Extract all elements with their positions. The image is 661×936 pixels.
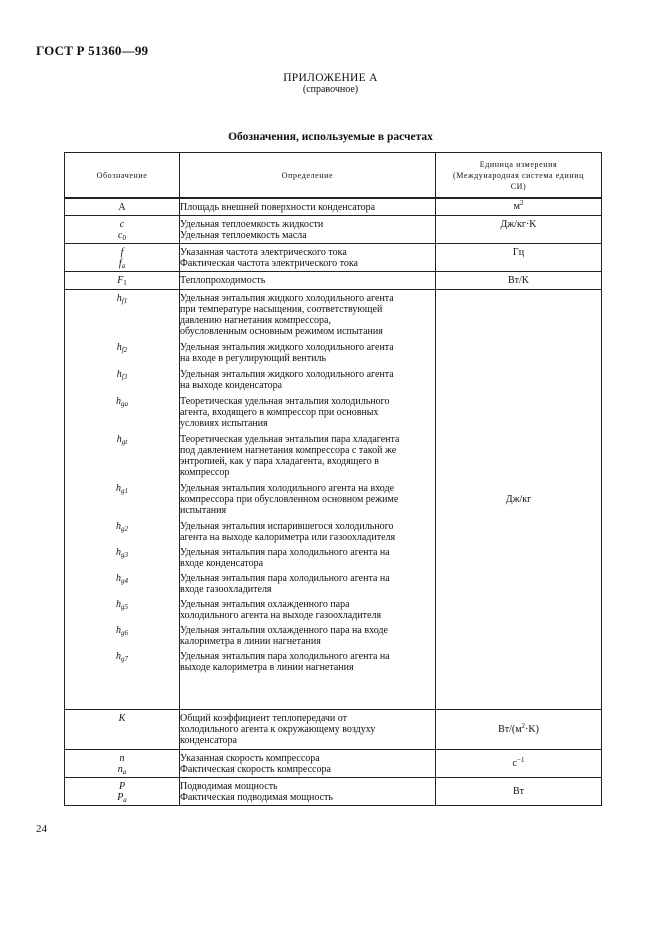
symbol-na: $n_a$ <box>117 763 127 776</box>
table-row <box>65 215 602 243</box>
symbol-p: P <box>118 780 126 792</box>
symbol-f: f <box>120 246 124 258</box>
symbols-table <box>64 152 602 806</box>
definition-block <box>180 625 435 647</box>
definition: компрессор <box>180 466 230 478</box>
symbol-hg7: $h_{g7}$ <box>116 650 128 663</box>
symbol-hf3: $h_{f3}$ <box>116 368 128 381</box>
table-row <box>65 243 602 271</box>
column-header-unit: Единица измерения (Международная система единиц СИ) <box>436 153 602 199</box>
table-title: Обозначения, используемые в расчетах <box>228 131 433 143</box>
definition: компрессора при обусловленном основном режиме <box>180 493 399 505</box>
symbol-hg5: $h_{g5}$ <box>116 598 128 611</box>
definition: Теоретическая удельная энтальпия холодильного <box>180 395 390 407</box>
definition: входе конденсатора <box>180 557 264 569</box>
definition: условиях испытания <box>180 417 268 429</box>
unit-power: Вт <box>512 785 525 797</box>
definition: энтропией, как у пара хладагента, входящего в <box>180 455 379 467</box>
definition-block <box>180 293 435 337</box>
table-row <box>65 709 602 749</box>
annex-subtitle: (справочное) <box>302 84 359 95</box>
symbol-pa: $P_a$ <box>117 791 127 804</box>
symbol-c0: $c_0$ <box>118 229 126 242</box>
definition: Указанная частота электрического тока <box>180 246 347 258</box>
column-header-symbol: Обозначение <box>65 153 180 199</box>
definition: Фактическая частота электрического тока <box>180 257 358 269</box>
definition-block <box>180 434 435 478</box>
definition: Удельная энтальпия пара холодильного агента на <box>180 546 390 558</box>
symbol-f1: $F_1$ <box>117 274 127 287</box>
definition: Теоретическая удельная энтальпия пара хладагента <box>180 433 400 445</box>
definition: Удельная энтальпия жидкого холодильного агента <box>180 292 394 304</box>
table-row <box>65 289 602 709</box>
table-row <box>65 749 602 777</box>
page-number: 24 <box>36 823 47 835</box>
definition: Площадь внешней поверхности конденсатора <box>180 202 376 213</box>
definition: Удельная энтальпия охлажденного пара <box>180 598 350 610</box>
definition: калориметра в линии нагнетания <box>180 635 321 647</box>
symbol-hg4: $h_{g4}$ <box>116 572 128 585</box>
symbol-n: n <box>119 752 125 764</box>
definition: под давлением нагнетания компрессора с такой же <box>180 444 397 456</box>
definition: Удельная энтальпия жидкого холодильного агента <box>180 368 394 380</box>
unit-enthalpy: Дж/кг <box>505 493 532 505</box>
definition: испытания <box>180 504 227 516</box>
unit-speed: $с^{-1}$ <box>512 755 525 769</box>
table-header-row <box>65 153 602 199</box>
symbol-hgt: $h_{gt}$ <box>116 433 128 446</box>
definition: холодильного агента на выходе газоохладителя <box>180 609 382 621</box>
table-row <box>65 198 602 215</box>
definition: Общий коэффициент теплопередачи от <box>180 712 348 724</box>
definition: холодильного агента к окружающему воздуху <box>180 723 376 735</box>
definition: Удельная энтальпия пара холодильного агента на <box>180 650 390 662</box>
symbol-c: c <box>119 218 125 230</box>
symbol-hg2: $h_{g2}$ <box>116 520 128 533</box>
definition-block <box>180 342 435 364</box>
definition: Теплопроходимость <box>180 274 266 286</box>
definition-block <box>180 369 435 391</box>
table-row <box>65 271 602 289</box>
definition: конденсатора <box>180 734 237 746</box>
definition-block <box>180 573 435 595</box>
definition-block <box>180 651 435 673</box>
symbol-hg1: $h_{g1}$ <box>116 482 128 495</box>
definition: Удельная энтальпия холодильного агента на входе <box>180 482 395 494</box>
symbol-k: K <box>118 712 126 724</box>
symbol-hg6: $h_{g6}$ <box>116 624 128 637</box>
definition-block <box>180 547 435 569</box>
definition-block <box>180 483 435 516</box>
definition: выходе калориметра в линии нагнетания <box>180 661 354 673</box>
definition: давлению нагнетания компрессора, <box>180 314 331 326</box>
definition: Удельная энтальпия испарившегося холодильного <box>180 520 394 532</box>
definition: входе газоохладителя <box>180 583 272 595</box>
symbol-hga: $h_{ga}$ <box>116 395 128 408</box>
definition: агента, входящего в компрессор при основных <box>180 406 379 418</box>
definition-block <box>180 599 435 621</box>
definition: агента на выходе калориметра или газоохладителя <box>180 531 396 543</box>
definition: Указанная скорость компрессора <box>180 752 320 764</box>
symbol-area: A <box>118 202 126 213</box>
definition: Удельная теплоемкость масла <box>180 229 307 241</box>
definition: Подводимая мощность <box>180 780 278 792</box>
definition: Удельная энтальпия жидкого холодильного агента <box>180 341 394 353</box>
definition: Удельная теплоемкость жидкости <box>180 218 324 230</box>
symbol-fa: $f_a$ <box>118 257 126 270</box>
definition: Фактическая скорость компрессора <box>180 763 331 775</box>
definition: Удельная энтальпия пара холодильного агента на <box>180 572 390 584</box>
annex-title: ПРИЛОЖЕНИЕ А <box>283 72 378 84</box>
table-row <box>65 777 602 805</box>
definition: при температуре насыщения, соответствующей <box>180 303 383 315</box>
definition-block <box>180 521 435 543</box>
unit-heat-capacity: Дж/кг·K <box>500 218 537 230</box>
definition: Удельная энтальпия охлажденного пара на входе <box>180 624 388 636</box>
definition: Фактическая подводимая мощность <box>180 791 333 803</box>
unit-throughput: Вт/K <box>507 274 530 286</box>
standard-code: ГОСТ Р 51360—99 <box>36 43 149 58</box>
definition: на выходе конденсатора <box>180 379 283 391</box>
symbol-hg3: $h_{g3}$ <box>116 546 128 559</box>
definition-block <box>180 396 435 429</box>
definition: на входе в регулирующий вентиль <box>180 352 327 364</box>
unit-frequency: Гц <box>512 246 525 258</box>
symbol-hf1: $h_{f1}$ <box>116 292 128 305</box>
column-header-definition: Определение <box>180 153 436 199</box>
definition: обусловленным основным режимом испытания <box>180 325 383 337</box>
unit-area: $м^2$ <box>513 199 524 213</box>
unit-coefficient: $Вт/(м^2\cdot K)$ <box>498 721 539 735</box>
symbol-hf2: $h_{f2}$ <box>116 341 128 354</box>
